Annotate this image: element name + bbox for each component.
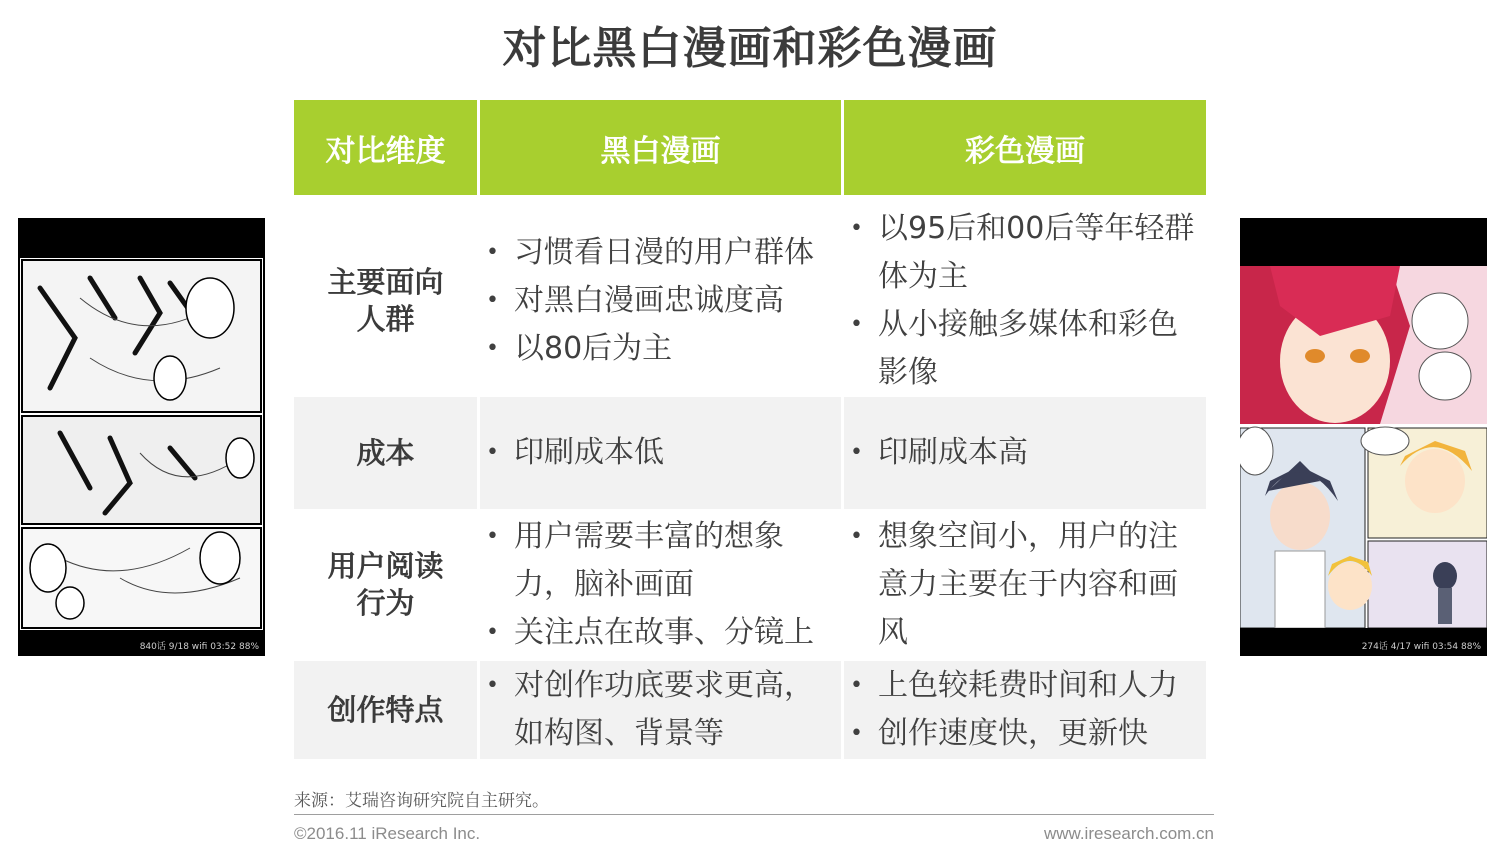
page-title: 对比黑白漫画和彩色漫画 — [502, 23, 998, 74]
list-item: • 对黑白漫画忠诚度高 — [484, 277, 841, 325]
list-item: • 以80后为主 — [484, 325, 841, 373]
phone-status-bar: 274话 4/17 wifi 03:54 88% — [1361, 642, 1481, 652]
color-cell — [841, 397, 1206, 509]
header-bw-manga: 黑白漫画 — [477, 100, 841, 195]
dimension-label-line: 行为 — [356, 586, 415, 620]
bullet-list — [844, 205, 1206, 397]
color-cell — [841, 205, 1206, 397]
footer-divider — [294, 814, 1214, 815]
bullet-list — [844, 513, 1206, 657]
table-row — [294, 509, 1206, 661]
dimension-label — [294, 548, 477, 622]
color-cell — [841, 509, 1206, 661]
color-manga-panels-illustration — [1240, 266, 1487, 628]
bullet-list — [480, 513, 841, 657]
list-item: • 印刷成本高 — [848, 429, 1206, 477]
bw-cell — [477, 205, 841, 397]
dimension-label — [294, 264, 477, 338]
dimension-label-line: 主要面向 — [327, 265, 444, 299]
bw-cell — [477, 661, 841, 759]
list-item: • 从小接触多媒体和彩色影像 — [848, 301, 1206, 397]
table-row — [294, 205, 1206, 397]
list-item: • 想象空间小，用户的注意力主要在于内容和画风 — [848, 513, 1206, 657]
bullet-list — [480, 429, 841, 477]
dimension-label-line: 人群 — [356, 302, 415, 336]
list-item: • 关注点在故事、分镜上 — [484, 609, 841, 657]
dimension-creation-features: 创作特点 — [294, 661, 477, 759]
header-dimension: 对比维度 — [294, 100, 477, 195]
comparison-table — [294, 100, 1206, 759]
bw-manga-panels-illustration — [20, 258, 263, 630]
bullet-list — [844, 429, 1206, 477]
list-item: • 创作速度快，更新快 — [848, 710, 1206, 758]
source-note: 来源：艾瑞咨询研究院自主研究。 — [294, 791, 549, 811]
list-item: • 印刷成本低 — [484, 429, 841, 477]
list-item: • 习惯看日漫的用户群体 — [484, 229, 841, 277]
bw-cell — [477, 397, 841, 509]
bullet-list — [480, 229, 841, 373]
bw-cell — [477, 509, 841, 661]
table-header-row — [294, 100, 1206, 195]
color-cell — [841, 661, 1206, 759]
header-color-manga: 彩色漫画 — [841, 100, 1206, 195]
bullet-list — [480, 662, 841, 758]
dimension-reading-behavior — [294, 509, 477, 661]
dimension-target-audience — [294, 205, 477, 397]
footer-copyright: ©2016.11 iResearch Inc. — [294, 824, 481, 843]
table-row — [294, 661, 1206, 759]
dimension-cost: 成本 — [294, 397, 477, 509]
list-item: • 以95后和00后等年轻群体为主 — [848, 205, 1206, 301]
color-manga-phone-image — [1240, 218, 1487, 656]
list-item: • 对创作功底要求更高，如构图、背景等 — [484, 662, 841, 758]
bullet-list — [844, 662, 1206, 758]
list-item: • 上色较耗费时间和人力 — [848, 662, 1206, 710]
list-item: • 用户需要丰富的想象力，脑补画面 — [484, 513, 841, 609]
footer-website: www.iresearch.com.cn — [1043, 824, 1214, 843]
phone-status-bar: 840话 9/18 wifi 03:52 88% — [139, 642, 259, 652]
table-row — [294, 397, 1206, 509]
dimension-label-line: 用户阅读 — [327, 549, 444, 583]
bw-manga-phone-image — [18, 218, 265, 656]
